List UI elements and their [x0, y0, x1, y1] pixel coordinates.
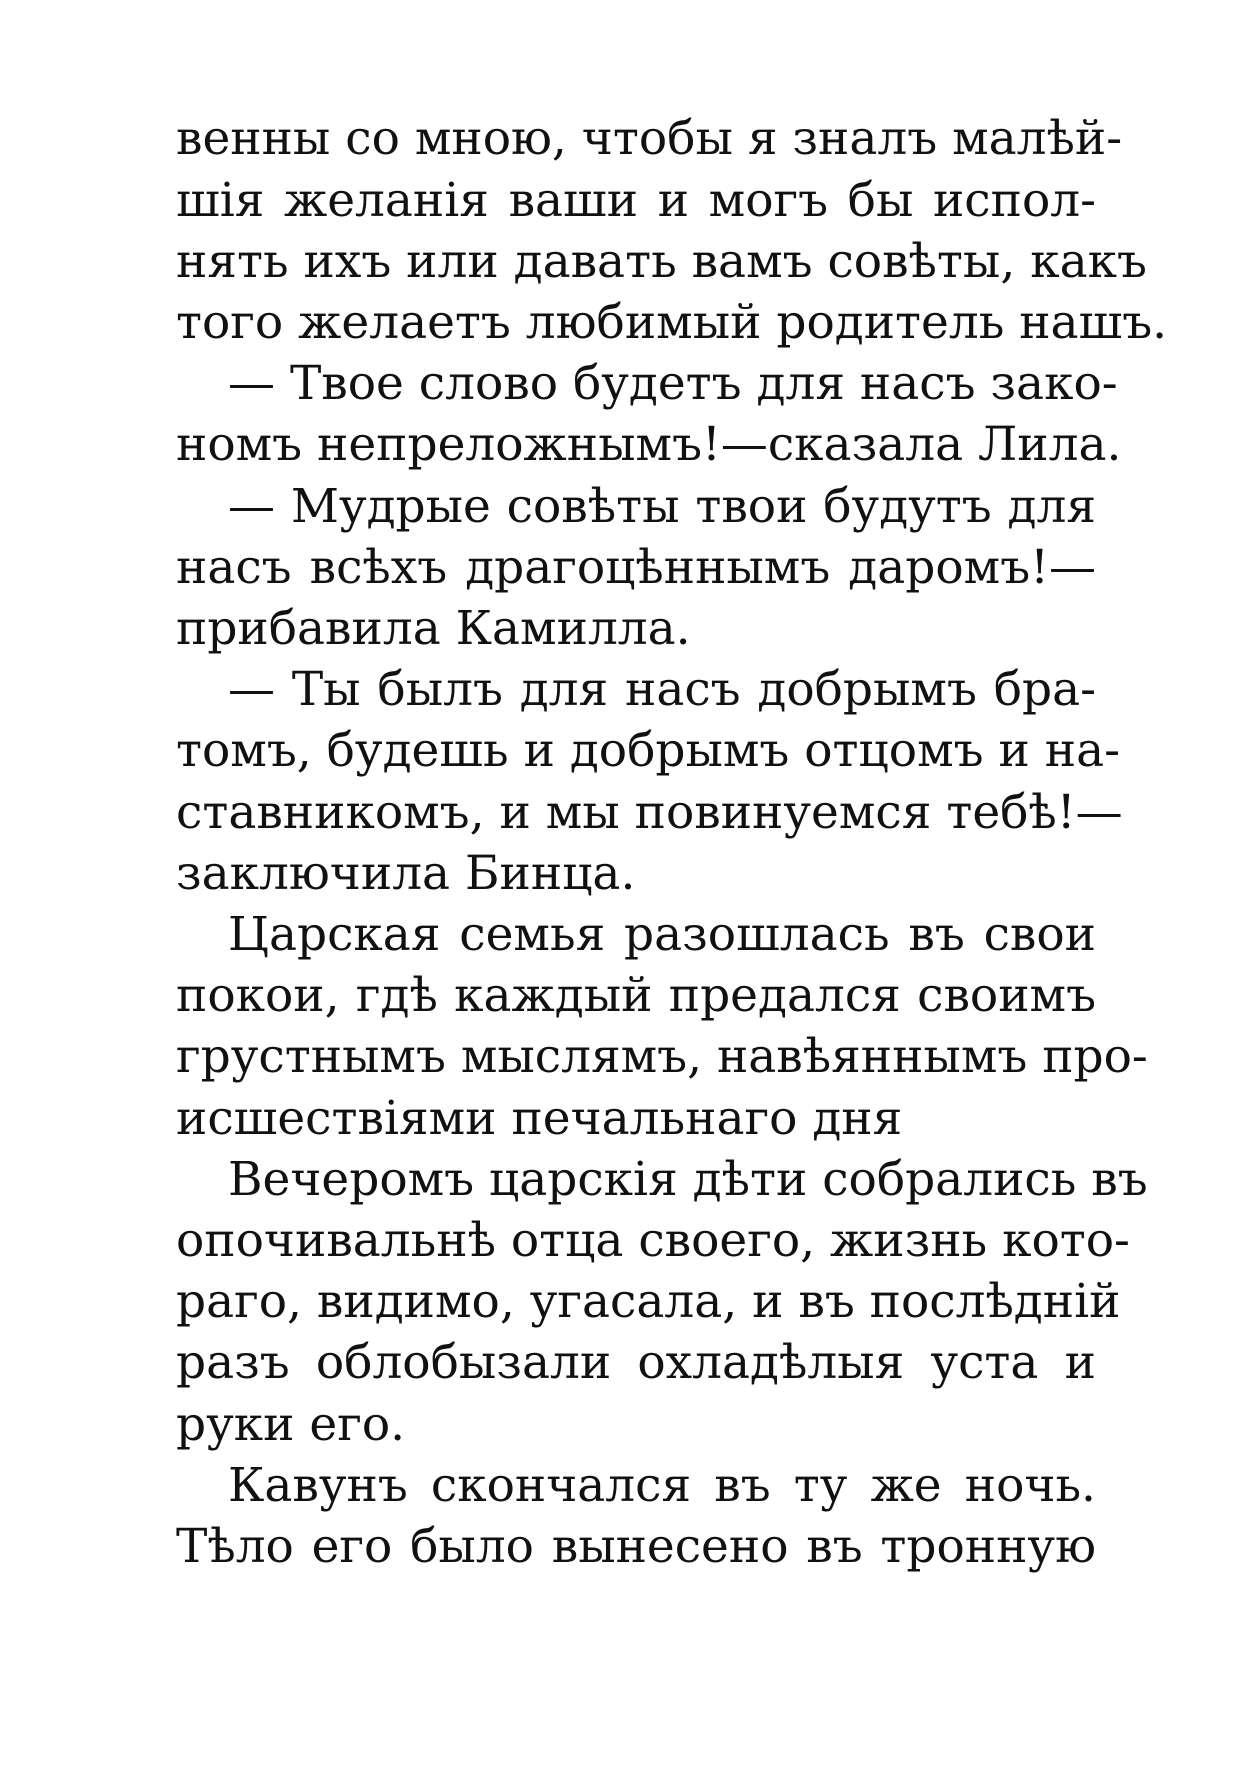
text-line: ставникомъ, и мы повинуемся тебѣ!—: [176, 785, 1123, 840]
text-line: прибавила Камилла.: [176, 601, 691, 656]
text-line: — Мудрые совѣты твои будутъ для: [228, 479, 1096, 534]
text-line: шія желанія ваши и могъ бы испол-: [176, 173, 1096, 228]
text-line: Царская семья разошлась въ свои: [228, 907, 1096, 962]
text-line: нять ихъ или давать вамъ совѣты, какъ: [176, 234, 1147, 289]
text-line: Кавунъ скончался въ ту же ночь.: [228, 1458, 1096, 1513]
text-line: раго, видимо, угасала, и въ послѣдній: [176, 1274, 1121, 1329]
text-line: опочивальнѣ отца своего, жизнь кото-: [176, 1213, 1130, 1268]
text-line: разъ облобызали охладѣлыя уста и: [176, 1335, 1096, 1390]
text-line: Вечеромъ царскія дѣти собрались въ: [228, 1152, 1148, 1207]
text-line: Тѣло его было вынесено въ тронную: [176, 1519, 1096, 1574]
text-line: насъ всѣхъ драгоцѣннымъ даромъ!—: [176, 540, 1096, 595]
text-line: номъ непреложнымъ!—сказала Лила.: [176, 417, 1122, 472]
text-line: руки его.: [176, 1397, 406, 1452]
text-line: того желаетъ любимый родитель нашъ.: [176, 295, 1168, 350]
text-line: покои, гдѣ каждый предался своимъ: [176, 968, 1096, 1023]
text-line: грустнымъ мыслямъ, навѣяннымъ про-: [176, 1029, 1148, 1084]
text-line: — Ты былъ для насъ добрымъ бра-: [228, 662, 1096, 717]
text-line: исшествіями печальнаго дня: [176, 1091, 903, 1146]
text-line: — Твое слово будетъ для насъ зако-: [228, 356, 1118, 411]
text-line: венны со мною, чтобы я зналъ малѣй-: [176, 111, 1123, 166]
text-line: заключила Бинца.: [176, 846, 636, 901]
text-line: томъ, будешь и добрымъ отцомъ и на-: [176, 723, 1120, 778]
